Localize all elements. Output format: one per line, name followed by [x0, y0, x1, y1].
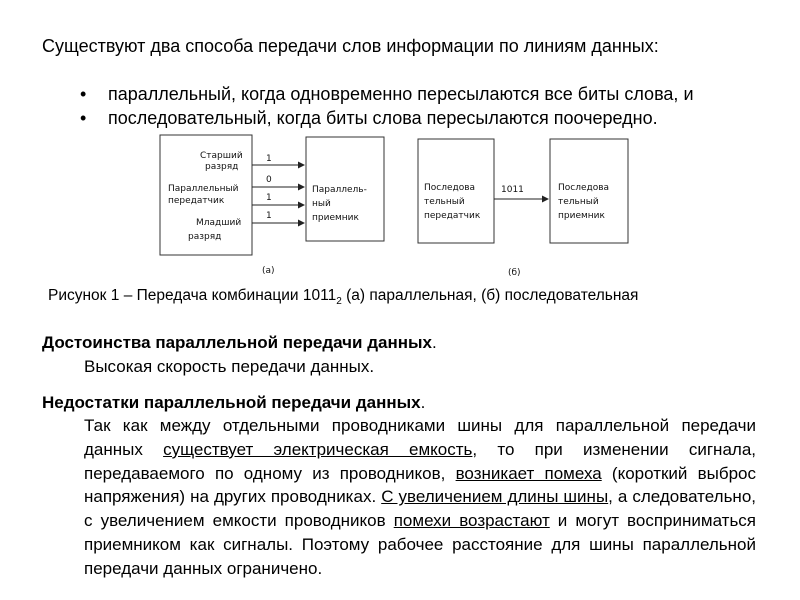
transmitter-label-2: передатчик	[168, 196, 225, 206]
caption-subscript: 2	[336, 296, 342, 308]
disadvantages-segment: , а следовательно, с увеличением емкости проводников	[84, 487, 756, 531]
disadvantages-heading-end: .	[420, 393, 426, 412]
receiver-label-2: ный	[312, 199, 331, 209]
transmission-figure	[158, 132, 650, 280]
disadvantages-segment-underlined: существует электрическая емкость	[163, 439, 473, 459]
high-bit-label-2: разряд	[205, 162, 239, 172]
bit-value-2: 0	[266, 175, 272, 185]
bit-value-3: 1	[266, 193, 272, 203]
disadvantages-segment: , то при изменении сигнала, передаваемого по одному из проводников,	[84, 439, 756, 483]
advantages-text: Высокая скорость передачи данных.	[84, 357, 375, 376]
bit-value-4: 1	[266, 211, 272, 221]
bit-value-1: 1	[266, 154, 272, 164]
bullet-list	[80, 82, 720, 130]
low-bit-label-1: Младший	[196, 218, 242, 228]
serial-transmitter-label-1: Последова	[424, 183, 476, 193]
bullet-serial-text: последовательный, когда биты слова пересылаются поочередно.	[108, 108, 658, 128]
serial-receiver-label-1: Последова	[558, 183, 610, 193]
bullet-dot: •	[80, 84, 87, 104]
intro-text: Существуют два способа передачи слов информации по линиям данных:	[42, 36, 659, 56]
disadvantages-segment: (короткий выброс напряжения) на других проводниках.	[84, 463, 756, 507]
serial-transmitter-label-3: передатчик	[424, 211, 481, 221]
low-bit-label-2: разряд	[188, 232, 222, 242]
disadvantages-segment-underlined: возникает помеха	[455, 463, 602, 483]
serial-signal-value: 1011	[501, 185, 524, 195]
bullet-parallel	[80, 82, 720, 106]
figure-caption	[48, 286, 638, 312]
advantages-heading	[42, 332, 437, 354]
disadvantages-heading-text: Недостатки параллельной передачи данных	[42, 393, 421, 412]
disadvantages-segment: и могут восприниматься приемником как сигналы. Поэтому рабочее расстояние для шины параллельной передачи данных ограничено.	[84, 511, 756, 578]
serial-receiver-label-2: тельный	[558, 197, 599, 207]
figure-a-label: (а)	[262, 266, 275, 276]
bullet-parallel-text: параллельный, когда одновременно пересылаются все биты слова, и	[108, 84, 694, 104]
receiver-label-1: Параллель-	[312, 185, 367, 195]
receiver-label-3: приемник	[312, 213, 359, 223]
disadvantages-text	[84, 414, 756, 600]
disadvantages-segment-underlined: помехи возрастают	[393, 511, 550, 531]
serial-receiver-label-3: приемник	[558, 211, 605, 221]
disadvantages-segment-underlined: С увеличением длины шины	[381, 487, 609, 507]
advantages-heading-text: Достоинства параллельной передачи данных	[42, 333, 432, 352]
advantages-heading-end: .	[431, 333, 437, 352]
caption-suffix: (а) параллельная, (б) последовательная	[341, 287, 639, 304]
high-bit-label-1: Старший	[200, 151, 243, 161]
serial-transmitter-label-2: тельный	[424, 197, 465, 207]
disadvantages-heading	[42, 392, 425, 414]
bullet-serial	[80, 106, 720, 130]
transmission-diagram	[158, 132, 650, 280]
transmitter-label-1: Параллельный	[168, 184, 239, 194]
disadvantages-segment: Так как между отдельными проводниками шины для параллельной передачи данных	[84, 416, 756, 459]
figure-b-label: (б)	[508, 268, 521, 278]
caption-prefix: Рисунок 1 – Передача комбинации 1011	[48, 287, 337, 304]
bullet-dot: •	[80, 108, 87, 128]
